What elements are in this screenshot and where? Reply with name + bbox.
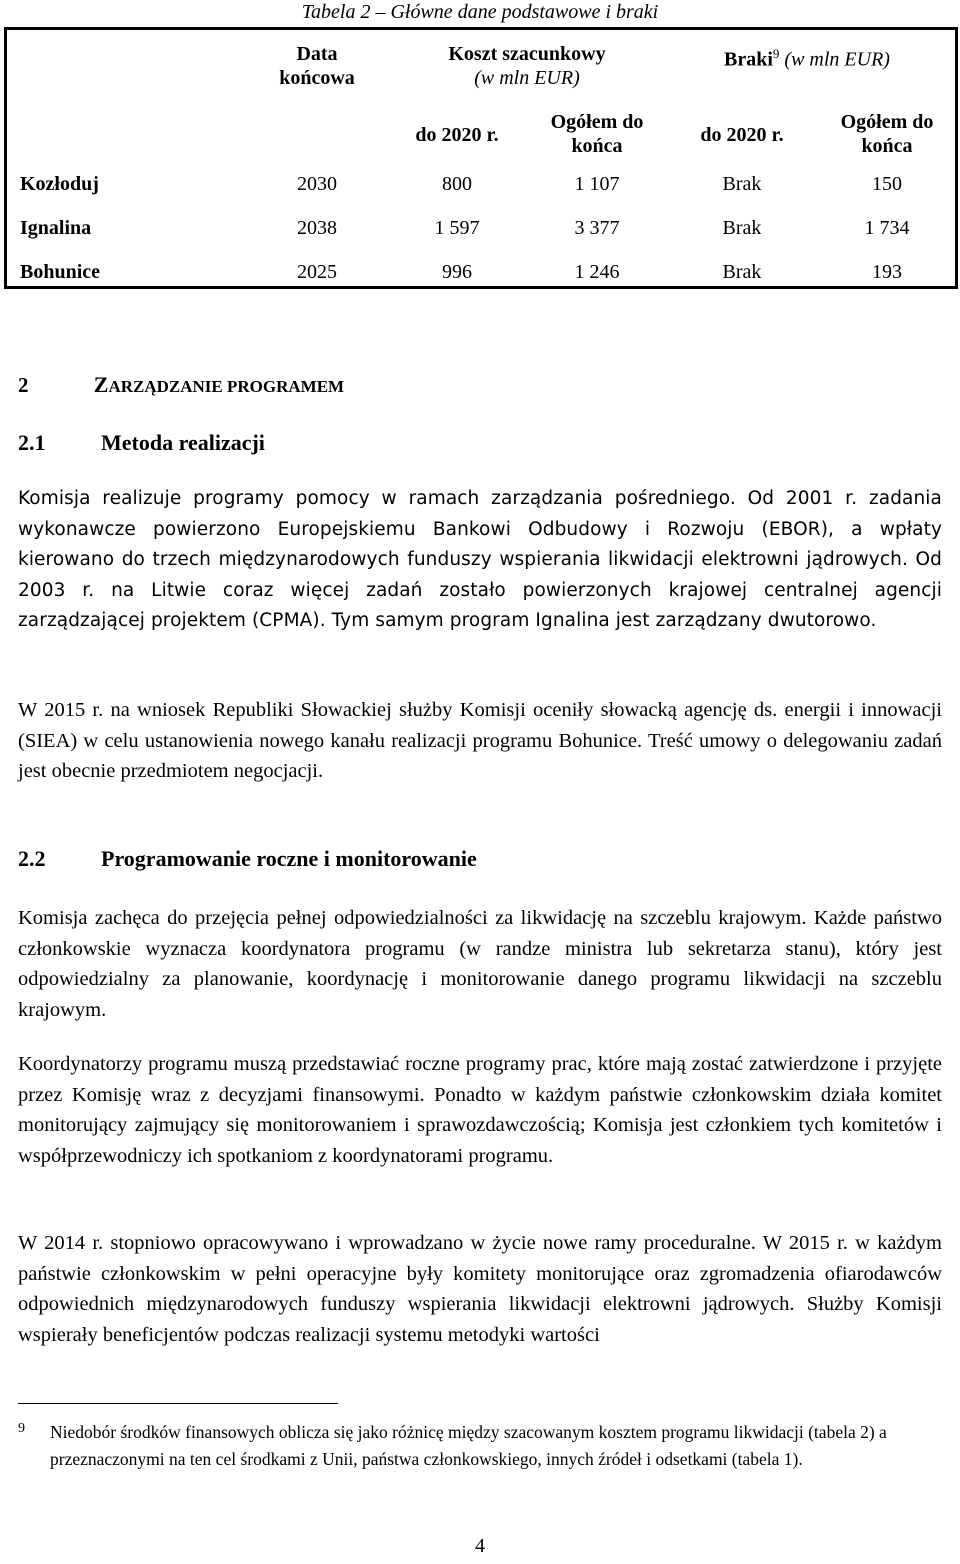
header-gaps: Braki$^9$ (w mln EUR)	[724, 46, 890, 71]
paragraph-2-1-b: W 2015 r. na wniosek Republiki Słowackiej służby Komisji oceniły słowacką agencję ds. energii i innowacji (SIEA) w celu ustanowienia nowego kanału realizacji programu Bohunice. Treść umowy o delegowaniu zadań jest obecnie przedmiotem negocjacji.	[18, 699, 942, 782]
table-cell: Brak	[722, 261, 762, 283]
table-cell: 1 734	[864, 217, 910, 239]
section-2-1-heading: 2.1 Metoda realizacji	[18, 430, 265, 455]
table-cell: 2030	[297, 173, 337, 195]
row-label-bohunice: Bohunice	[20, 261, 101, 283]
table-cell: 1 107	[574, 173, 620, 195]
header-gap-total: Ogółem do końca	[840, 111, 934, 157]
table-cell: 3 377	[574, 217, 620, 239]
page-number: 4	[475, 1535, 485, 1557]
section-2-2-heading: 2.2 Programowanie roczne i monitorowanie	[18, 846, 477, 871]
header-estimated-cost: Koszt szacunkowy (w mln EUR)	[448, 43, 606, 89]
header-cost-total: Ogółem do końca	[550, 111, 644, 157]
header-end-date: Data końcowa	[279, 43, 355, 89]
table-cell: 2025	[297, 261, 337, 283]
table-cell: 2038	[297, 217, 337, 239]
footnote-number: 9	[18, 1421, 25, 1436]
table-cell: Brak	[722, 173, 762, 195]
table-cell: 193	[872, 261, 902, 283]
section-2-heading: 2 ZARZĄDZANIE PROGRAMEM	[18, 372, 345, 397]
header-gap-2020: do 2020 r.	[700, 124, 784, 146]
paragraph-2-2-b: Koordynatorzy programu muszą przedstawiać roczne programy prac, które mają zostać zatwierdzone i przyjęte przez Komisję wraz z decyzjami finansowymi. Ponadto w każdym państwie członkowskim działa komitet monitorujący zajmujący się monitorowaniem i sprawozdawczością; Komisja jest członkiem tych komitetów i współprzewodniczy ich spotkaniom z koordynatorami programu.	[18, 1053, 942, 1167]
table-cell: Brak	[722, 217, 762, 239]
table-cell: 150	[872, 173, 902, 195]
paragraph-2-1-a: Komisja realizuje programy pomocy w ramach zarządzania pośredniego. Od 2001 r. zadania wykonawcze powierzono Europejskiemu Bankowi Odbudowy i Rozwoju (EBOR), a wpłaty kierowano do trzech międzynarodowych funduszy wspierania likwidacji elektrowni jądrowych. Od 2003 r. na Litwie coraz więcej zadań zostało powierzonych krajowej centralnej agencji zarządzającej projektem (CPMA). Tym samym program Ignalina jest zarządzany dwutorowo.	[18, 488, 942, 631]
footnote-separator	[18, 1403, 338, 1404]
footnote-text: Niedobór środków finansowych oblicza się jako różnicę między szacowanym kosztem programu likwidacji (tabela 2) a przeznaczonymi na ten cel środkami z Unii, państwa członkowskiego, innych źródeł i odsetkami (tabela 1).	[50, 1422, 887, 1469]
table-cell: 1 246	[574, 261, 620, 283]
paragraph-2-2-c: W 2014 r. stopniowo opracowywano i wprowadzano w życie nowe ramy proceduralne. W 2015 r. w każdym państwie członkowskim w pełni operacyjne były komitety monitorujące oraz zgromadzenia ofiarodawców odpowiednich międzynarodowych funduszy wspierania likwidacji elektrowni jądrowych. Służby Komisji wspierały beneficjentów podczas realizacji systemu metodyki wartości	[18, 1232, 942, 1346]
table-cell: 1 597	[434, 217, 480, 239]
row-label-kozloduj: Kozłoduj	[20, 173, 99, 195]
paragraph-2-2-a: Komisja zachęca do przejęcia pełnej odpowiedzialności za likwidację na szczeblu krajowym. Każde państwo członkowskie wyznacza koordynatora programu (w randze ministra lub sekretarza stanu), który jest odpowiedzialny za planowanie, koordynację i monitorowanie danego programu likwidacji na szczeblu krajowym.	[18, 907, 942, 1021]
data-table	[4, 27, 958, 289]
header-cost-2020: do 2020 r.	[415, 124, 499, 146]
table-cell: 800	[442, 173, 472, 195]
row-label-ignalina: Ignalina	[20, 217, 92, 239]
table-caption: Tabela 2 – Główne dane podstawowe i braki	[301, 1, 659, 23]
table-cell: 996	[442, 261, 472, 283]
